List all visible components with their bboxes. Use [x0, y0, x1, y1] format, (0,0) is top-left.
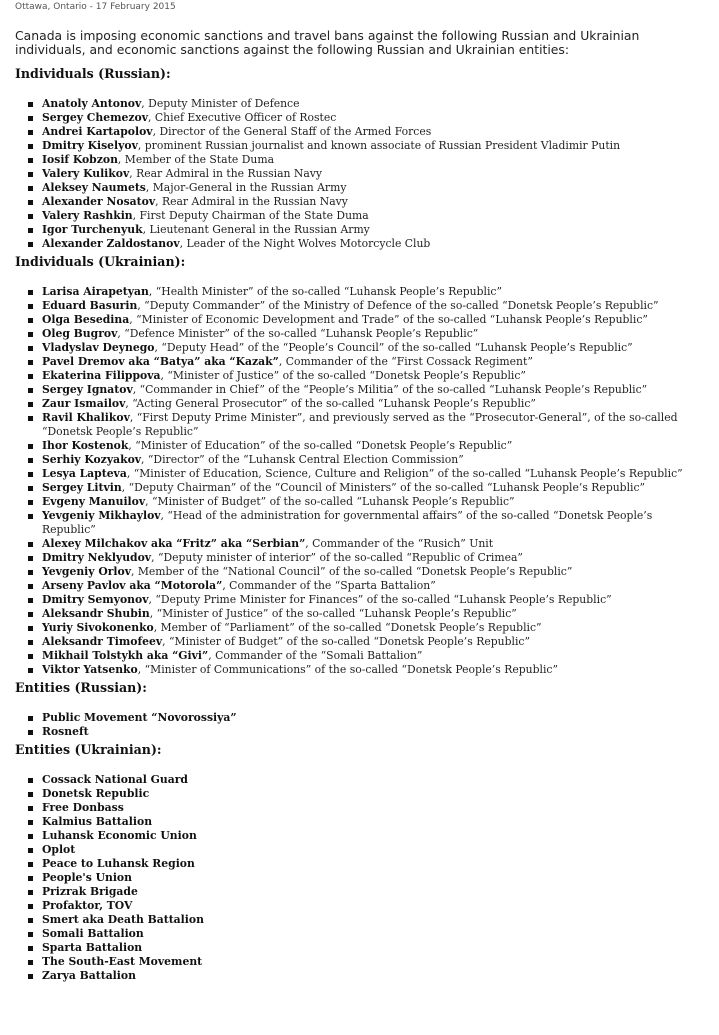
- list-item: [15, 97, 719, 111]
- list-item: [15, 899, 719, 913]
- item-desc: , Commander of the “Somali Battalion”: [208, 649, 423, 662]
- item-desc: , Leader of the Night Wolves Motorcycle Club: [179, 237, 431, 250]
- list-item: [15, 495, 719, 509]
- item-name: Eduard Basurin: [42, 299, 138, 312]
- item-desc: , “Head of the administration for governmental affairs” of the so-called “Donetsk People’s Republic”: [42, 509, 653, 536]
- item-desc: , Commander of the “First Cossack Regiment”: [278, 355, 533, 368]
- item-name: Vladyslav Deynego: [42, 341, 155, 354]
- item-name: Sparta Battalion: [42, 941, 143, 954]
- item-name: Donetsk Republic: [42, 787, 150, 800]
- item-desc: , Rear Admiral in the Russian Navy: [155, 195, 348, 208]
- list-item: [15, 941, 719, 955]
- item-desc: , Rear Admiral in the Russian Navy: [129, 167, 323, 180]
- list-item: [15, 111, 719, 125]
- list-item: [15, 969, 719, 983]
- list-item: [15, 871, 719, 885]
- dateline: Ottawa, Ontario - 17 February 2015: [15, 2, 176, 12]
- item-desc: , Director of the General Staff of the Armed Forces: [152, 125, 432, 138]
- list-item: [15, 565, 719, 579]
- item-desc: , Member of the “National Council” of the so-called “Donetsk People’s Republic”: [130, 565, 573, 578]
- list-item: [15, 453, 719, 467]
- item-desc: , Commander of the “Rusich” Unit: [305, 537, 494, 550]
- item-name: Aleksandr Shubin: [42, 607, 150, 620]
- item-desc: , “Acting General Prosecutor” of the so-called “Luhansk People’s Republic”: [125, 397, 536, 410]
- list-individuals-russian: [15, 97, 719, 251]
- list-item: [15, 551, 719, 565]
- list-item: [15, 787, 719, 801]
- item-desc: , Major-General in the Russian Army: [145, 181, 347, 194]
- list-item: [15, 327, 719, 341]
- item-desc: , “Defence Minister” of the so-called “Luhansk People’s Republic”: [117, 327, 479, 340]
- item-name: Peace to Luhansk Region: [42, 857, 195, 870]
- list-item: [15, 801, 719, 815]
- item-name: Alexander Nosatov: [42, 195, 156, 208]
- list-item: [15, 537, 719, 551]
- item-desc: , “Minister of Economic Development and Trade” of the so-called “Luhansk People’s Republic”: [129, 313, 648, 326]
- item-desc: , “Minister of Education” of the so-called “Donetsk People’s Republic”: [128, 439, 513, 452]
- list-entities-ukrainian: [15, 773, 719, 983]
- list-item: [15, 885, 719, 899]
- list-item: [15, 913, 719, 927]
- list-item: [15, 725, 719, 739]
- item-desc: , Member of the State Duma: [117, 153, 275, 166]
- item-name: Zaur Ismailov: [42, 397, 126, 410]
- item-name: Igor Turchenyuk: [42, 223, 143, 236]
- item-name: Sergey Chemezov: [42, 111, 149, 124]
- item-name: Arseny Pavlov aka “Motorola”: [42, 579, 223, 592]
- list-item: [15, 355, 719, 369]
- list-item: [15, 815, 719, 829]
- item-name: Anatoly Antonov: [42, 97, 142, 110]
- item-name: Kalmius Battalion: [42, 815, 153, 828]
- item-name: Viktor Yatsenko: [42, 663, 138, 676]
- item-name: Ihor Kostenok: [42, 439, 129, 452]
- item-name: Valery Kulikov: [42, 167, 130, 180]
- intro-paragraph: Canada is imposing economic sanctions and travel bans against the following Russian and Ukrainian individuals, and economic sanctions against the following Russian and Ukrainian entities:: [15, 28, 640, 57]
- item-name: Aleksandr Timofeev: [42, 635, 163, 648]
- item-name: Yevgeniy Orlov: [42, 565, 131, 578]
- list-item: [15, 313, 719, 327]
- item-name: Free Donbass: [42, 801, 124, 814]
- item-name: Oleg Bugrov: [42, 327, 118, 340]
- item-desc: , prominent Russian journalist and known associate of Russian President Vladimir Putin: [137, 139, 621, 152]
- item-desc: , “Minister of Budget” of the so-called “Donetsk People’s Republic”: [162, 635, 530, 648]
- list-item: [15, 663, 719, 677]
- item-name: Evgeny Manuilov: [42, 495, 146, 508]
- item-desc: , “Minister of Justice” of the so-called “Donetsk People’s Republic”: [160, 369, 526, 382]
- item-name: Mikhail Tolstykh aka “Givi”: [42, 649, 209, 662]
- list-item: [15, 439, 719, 453]
- item-name: Dmitry Neklyudov: [42, 551, 152, 564]
- list-item: [15, 153, 719, 167]
- item-desc: , “Minister of Education, Science, Culture and Religion” of the so-called “Luhansk People’s Republic”: [126, 467, 683, 480]
- item-name: Zarya Battalion: [42, 969, 136, 982]
- item-name: Andrei Kartapolov: [42, 125, 153, 138]
- list-item: [15, 711, 719, 725]
- list-item: [15, 593, 719, 607]
- section-heading-individuals-russian: Individuals (Russian):: [15, 66, 171, 81]
- item-name: Ravil Khalikov: [42, 411, 130, 424]
- item-desc: , “First Deputy Prime Minister”, and previously served as the “Prosecutor-General”, of the so-called “Donetsk People’s Republic”: [42, 411, 678, 438]
- list-item: [15, 955, 719, 969]
- section-heading-individuals-ukrainian: Individuals (Ukrainian):: [15, 254, 186, 269]
- item-desc: , “Deputy Head” of the “People’s Council” of the so-called “Luhansk People’s Republic”: [154, 341, 633, 354]
- item-name: Luhansk Economic Union: [42, 829, 197, 842]
- item-name: Somali Battalion: [42, 927, 144, 940]
- list-item: [15, 829, 719, 843]
- list-item: [15, 857, 719, 871]
- item-name: Aleksey Naumets: [42, 181, 146, 194]
- item-desc: , “Commander in Chief” of the “People’s Militia” of the so-called “Luhansk People’s Republic”: [132, 383, 648, 396]
- item-desc: , “Minister of Justice” of the so-called “Luhansk People’s Republic”: [149, 607, 517, 620]
- item-desc: , “Minister of Communications” of the so-called “Donetsk People’s Republic”: [137, 663, 558, 676]
- item-name: People's Union: [42, 871, 132, 884]
- item-name: Profaktor, TOV: [42, 899, 133, 912]
- item-desc: , “Deputy Commander” of the Ministry of Defence of the so-called “Donetsk People’s Republic”: [137, 299, 659, 312]
- item-name: Pavel Dremov aka “Batya” aka “Kazak”: [42, 355, 279, 368]
- section-heading-entities-russian: Entities (Russian):: [15, 680, 147, 695]
- item-name: Yuriy Sivokonenko: [42, 621, 154, 634]
- item-name: Cossack National Guard: [42, 773, 188, 786]
- list-item: [15, 125, 719, 139]
- item-name: Yevgeniy Mikhaylov: [42, 509, 161, 522]
- list-item: [15, 223, 719, 237]
- item-name: Dmitry Semyonov: [42, 593, 149, 606]
- list-item: [15, 397, 719, 411]
- item-desc: , “Deputy minister of interior” of the so-called “Republic of Crimea”: [151, 551, 523, 564]
- item-desc: , Lieutenant General in the Russian Army: [142, 223, 370, 236]
- item-name: Smert aka Death Battalion: [42, 913, 204, 926]
- list-item: [15, 383, 719, 397]
- item-desc: , “Minister of Budget” of the so-called “Luhansk People’s Republic”: [145, 495, 515, 508]
- item-name: Sergey Litvin: [42, 481, 122, 494]
- list-item: [15, 167, 719, 181]
- item-name: Dmitry Kiselyov: [42, 139, 138, 152]
- list-item: [15, 607, 719, 621]
- list-item: [15, 773, 719, 787]
- item-desc: , Chief Executive Officer of Rostec: [148, 111, 337, 124]
- list-item: [15, 843, 719, 857]
- list-item: [15, 299, 719, 313]
- item-desc: , Deputy Minister of Defence: [141, 97, 300, 110]
- list-individuals-ukrainian: [15, 285, 719, 677]
- list-item: [15, 209, 719, 223]
- item-desc: , Member of “Parliament” of the so-called “Donetsk People’s Republic”: [153, 621, 542, 634]
- list-item: [15, 481, 719, 495]
- item-name: Valery Rashkin: [42, 209, 133, 222]
- item-name: Ekaterina Filippova: [42, 369, 161, 382]
- item-name: Iosif Kobzon: [42, 153, 118, 166]
- item-name: Alexey Milchakov aka “Fritz” aka “Serbian”: [42, 537, 306, 550]
- list-item: [15, 927, 719, 941]
- section-heading-entities-ukrainian: Entities (Ukrainian):: [15, 742, 162, 757]
- list-item: [15, 635, 719, 649]
- list-item: [15, 369, 719, 383]
- list-item: [15, 195, 719, 209]
- item-desc: , “Deputy Chairman” of the “Council of Ministers” of the so-called “Luhansk People’s Republic”: [121, 481, 646, 494]
- list-item: [15, 285, 719, 299]
- item-name: Public Movement “Novorossiya”: [42, 711, 237, 724]
- list-item: [15, 579, 719, 593]
- list-item: [15, 181, 719, 195]
- list-item: [15, 621, 719, 635]
- list-item: [15, 237, 719, 251]
- item-name: Alexander Zaldostanov: [42, 237, 180, 250]
- item-desc: , Commander of the “Sparta Battalion”: [222, 579, 436, 592]
- list-item: [15, 411, 709, 439]
- item-desc: , “Health Minister” of the so-called “Luhansk People’s Republic”: [148, 285, 502, 298]
- item-name: Rosneft: [42, 725, 89, 738]
- list-item: [15, 467, 719, 481]
- item-name: The South-East Movement: [42, 955, 203, 968]
- item-name: Sergey Ignatov: [42, 383, 133, 396]
- list-item: [15, 341, 719, 355]
- list-entities-russian: [15, 711, 719, 739]
- item-name: Larisa Airapetyan: [42, 285, 149, 298]
- item-name: Oplot: [42, 843, 76, 856]
- list-item: [15, 139, 719, 153]
- list-item: [15, 509, 709, 537]
- item-desc: , First Deputy Chairman of the State Duma: [132, 209, 369, 222]
- item-desc: , “Director” of the “Luhansk Central Election Commission”: [141, 453, 464, 466]
- item-name: Lesya Lapteva: [42, 467, 127, 480]
- list-item: [15, 649, 719, 663]
- item-name: Prizrak Brigade: [42, 885, 138, 898]
- item-desc: , “Deputy Prime Minister for Finances” of the so-called “Luhansk People’s Republic”: [148, 593, 612, 606]
- item-name: Serhiy Kozyakov: [42, 453, 142, 466]
- item-name: Olga Besedina: [42, 313, 130, 326]
